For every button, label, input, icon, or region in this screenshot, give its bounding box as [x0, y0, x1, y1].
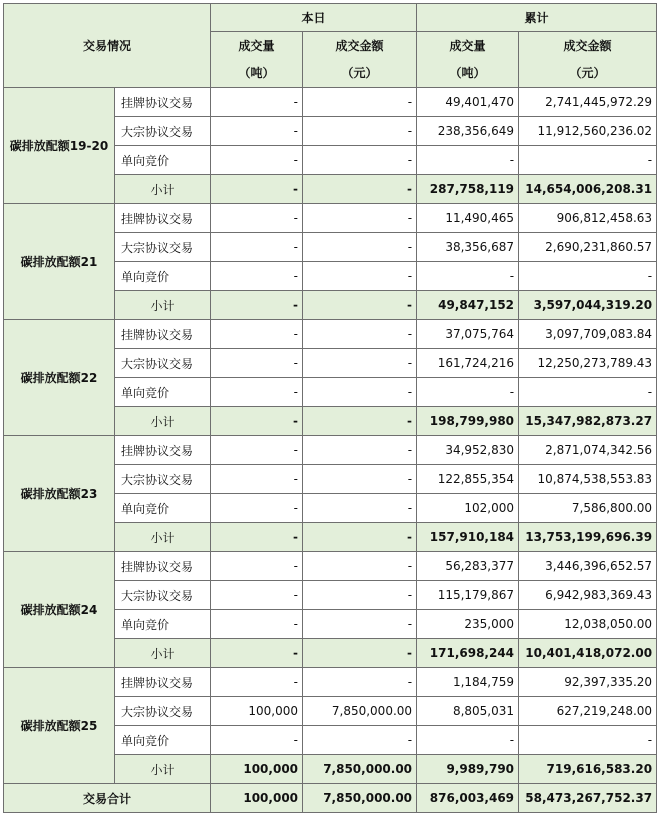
- subtotal-cum-volume: 287,758,119: [417, 175, 519, 204]
- cum-volume: 161,724,216: [417, 349, 519, 378]
- today-amount: -: [303, 378, 417, 407]
- cum-volume: 238,356,649: [417, 117, 519, 146]
- cum-amount: 6,942,983,369.43: [519, 581, 657, 610]
- total-row: [4, 784, 657, 813]
- table-body: [4, 88, 657, 813]
- cum-amount: -: [519, 378, 657, 407]
- trade-method: 挂牌协议交易: [115, 668, 211, 697]
- subtotal-today-amount: -: [303, 291, 417, 320]
- subtotal-today-amount: -: [303, 407, 417, 436]
- today-volume: -: [211, 117, 303, 146]
- today-amount-header: 成交金额: [303, 32, 417, 59]
- subtotal-today-volume: 100,000: [211, 755, 303, 784]
- cumulative-header: 累计: [417, 4, 657, 32]
- subtotal-cum-amount: 10,401,418,072.00: [519, 639, 657, 668]
- trade-method: 大宗协议交易: [115, 465, 211, 494]
- table-row: [4, 88, 657, 117]
- cum-amount: 2,690,231,860.57: [519, 233, 657, 262]
- today-amount: -: [303, 494, 417, 523]
- subtotal-cum-amount: 719,616,583.20: [519, 755, 657, 784]
- trade-method: 大宗协议交易: [115, 117, 211, 146]
- allowance-category: 碳排放配额23: [4, 436, 115, 552]
- trade-method: 单向竞价: [115, 378, 211, 407]
- allowance-category: 碳排放配额25: [4, 668, 115, 784]
- today-volume: -: [211, 349, 303, 378]
- subtotal-cum-volume: 49,847,152: [417, 291, 519, 320]
- cum-volume: 11,490,465: [417, 204, 519, 233]
- today-volume-header: 成交量: [211, 32, 303, 59]
- cum-volume: -: [417, 726, 519, 755]
- subtotal-cum-amount: 3,597,044,319.20: [519, 291, 657, 320]
- today-amount: -: [303, 668, 417, 697]
- cum-volume: 38,356,687: [417, 233, 519, 262]
- today-volume: -: [211, 610, 303, 639]
- trade-method: 大宗协议交易: [115, 697, 211, 726]
- total-cum-amount: 58,473,267,752.37: [519, 784, 657, 813]
- trade-method: 挂牌协议交易: [115, 552, 211, 581]
- allowance-category: 碳排放配额24: [4, 552, 115, 668]
- today-amount: -: [303, 465, 417, 494]
- cum-volume: 122,855,354: [417, 465, 519, 494]
- table-row: [4, 320, 657, 349]
- table-row: [4, 204, 657, 233]
- today-volume: -: [211, 726, 303, 755]
- today-amount: -: [303, 610, 417, 639]
- today-amount: -: [303, 117, 417, 146]
- subtotal-label: 小计: [115, 755, 211, 784]
- today-amount: -: [303, 88, 417, 117]
- today-volume: -: [211, 88, 303, 117]
- trade-method: 单向竞价: [115, 494, 211, 523]
- subtotal-cum-amount: 14,654,006,208.31: [519, 175, 657, 204]
- cum-volume: 102,000: [417, 494, 519, 523]
- today-amount: -: [303, 581, 417, 610]
- today-volume: -: [211, 494, 303, 523]
- trade-method: 挂牌协议交易: [115, 204, 211, 233]
- cum-amount-header: 成交金额: [519, 32, 657, 59]
- today-amount: -: [303, 204, 417, 233]
- cum-amount: 3,446,396,652.57: [519, 552, 657, 581]
- today-volume: -: [211, 146, 303, 175]
- cum-volume: 1,184,759: [417, 668, 519, 697]
- subtotal-today-volume: -: [211, 291, 303, 320]
- subtotal-cum-amount: 15,347,982,873.27: [519, 407, 657, 436]
- cum-amount: 7,586,800.00: [519, 494, 657, 523]
- subtotal-today-amount: -: [303, 639, 417, 668]
- today-volume: -: [211, 465, 303, 494]
- today-amount: -: [303, 320, 417, 349]
- today-amount: -: [303, 552, 417, 581]
- cum-volume: -: [417, 146, 519, 175]
- trade-method: 挂牌协议交易: [115, 88, 211, 117]
- cum-amount: 92,397,335.20: [519, 668, 657, 697]
- subtotal-today-volume: -: [211, 407, 303, 436]
- cum-amount: 12,250,273,789.43: [519, 349, 657, 378]
- allowance-category: 碳排放配额21: [4, 204, 115, 320]
- trade-method: 单向竞价: [115, 726, 211, 755]
- today-volume: -: [211, 668, 303, 697]
- table-row: [4, 436, 657, 465]
- cum-volume: -: [417, 378, 519, 407]
- subtotal-cum-amount: 13,753,199,696.39: [519, 523, 657, 552]
- cum-volume: 115,179,867: [417, 581, 519, 610]
- cum-amount: 627,219,248.00: [519, 697, 657, 726]
- cum-amount: 12,038,050.00: [519, 610, 657, 639]
- cum-volume: 37,075,764: [417, 320, 519, 349]
- subtotal-label: 小计: [115, 639, 211, 668]
- cum-volume: 49,401,470: [417, 88, 519, 117]
- today-volume: -: [211, 204, 303, 233]
- today-amount-unit: （元）: [303, 59, 417, 88]
- subtotal-cum-volume: 157,910,184: [417, 523, 519, 552]
- cum-volume: 56,283,377: [417, 552, 519, 581]
- cum-amount: 10,874,538,553.83: [519, 465, 657, 494]
- today-amount: -: [303, 233, 417, 262]
- trade-info-header: 交易情况: [4, 4, 211, 88]
- today-volume: -: [211, 436, 303, 465]
- total-label: 交易合计: [4, 784, 211, 813]
- today-volume: -: [211, 262, 303, 291]
- cum-volume: 8,805,031: [417, 697, 519, 726]
- subtotal-cum-volume: 198,799,980: [417, 407, 519, 436]
- cum-volume: 34,952,830: [417, 436, 519, 465]
- subtotal-today-volume: -: [211, 175, 303, 204]
- subtotal-today-volume: -: [211, 523, 303, 552]
- cum-amount: 11,912,560,236.02: [519, 117, 657, 146]
- today-volume-unit: （吨）: [211, 59, 303, 88]
- total-today-volume: 100,000: [211, 784, 303, 813]
- cum-amount: 2,741,445,972.29: [519, 88, 657, 117]
- carbon-trading-table: [3, 3, 657, 813]
- today-amount: -: [303, 349, 417, 378]
- trade-method: 大宗协议交易: [115, 233, 211, 262]
- today-volume: -: [211, 233, 303, 262]
- cum-amount: 2,871,074,342.56: [519, 436, 657, 465]
- today-amount: -: [303, 262, 417, 291]
- cum-amount: 906,812,458.63: [519, 204, 657, 233]
- subtotal-today-volume: -: [211, 639, 303, 668]
- cum-amount: -: [519, 726, 657, 755]
- trade-method: 挂牌协议交易: [115, 436, 211, 465]
- today-volume: -: [211, 581, 303, 610]
- today-amount: -: [303, 146, 417, 175]
- subtotal-label: 小计: [115, 291, 211, 320]
- trade-method: 挂牌协议交易: [115, 320, 211, 349]
- total-today-amount: 7,850,000.00: [303, 784, 417, 813]
- today-amount: 7,850,000.00: [303, 697, 417, 726]
- today-volume: -: [211, 552, 303, 581]
- cum-amount: 3,097,709,083.84: [519, 320, 657, 349]
- subtotal-today-amount: -: [303, 175, 417, 204]
- cum-amount-unit: （元）: [519, 59, 657, 88]
- trade-method: 单向竞价: [115, 610, 211, 639]
- cum-volume: 235,000: [417, 610, 519, 639]
- today-header: 本日: [211, 4, 417, 32]
- cum-volume-unit: （吨）: [417, 59, 519, 88]
- today-volume: -: [211, 378, 303, 407]
- subtotal-label: 小计: [115, 175, 211, 204]
- today-amount: -: [303, 726, 417, 755]
- allowance-category: 碳排放配额22: [4, 320, 115, 436]
- subtotal-today-amount: 7,850,000.00: [303, 755, 417, 784]
- today-volume: -: [211, 320, 303, 349]
- table-row: [4, 668, 657, 697]
- trade-method: 单向竞价: [115, 146, 211, 175]
- trade-method: 大宗协议交易: [115, 581, 211, 610]
- subtotal-label: 小计: [115, 523, 211, 552]
- subtotal-cum-volume: 171,698,244: [417, 639, 519, 668]
- subtotal-cum-volume: 9,989,790: [417, 755, 519, 784]
- trade-method: 单向竞价: [115, 262, 211, 291]
- allowance-category: 碳排放配额19-20: [4, 88, 115, 204]
- cum-volume: -: [417, 262, 519, 291]
- total-cum-volume: 876,003,469: [417, 784, 519, 813]
- cum-amount: -: [519, 262, 657, 291]
- subtotal-label: 小计: [115, 407, 211, 436]
- table-row: [4, 552, 657, 581]
- cum-amount: -: [519, 146, 657, 175]
- subtotal-today-amount: -: [303, 523, 417, 552]
- today-volume: 100,000: [211, 697, 303, 726]
- trade-method: 大宗协议交易: [115, 349, 211, 378]
- today-amount: -: [303, 436, 417, 465]
- cum-volume-header: 成交量: [417, 32, 519, 59]
